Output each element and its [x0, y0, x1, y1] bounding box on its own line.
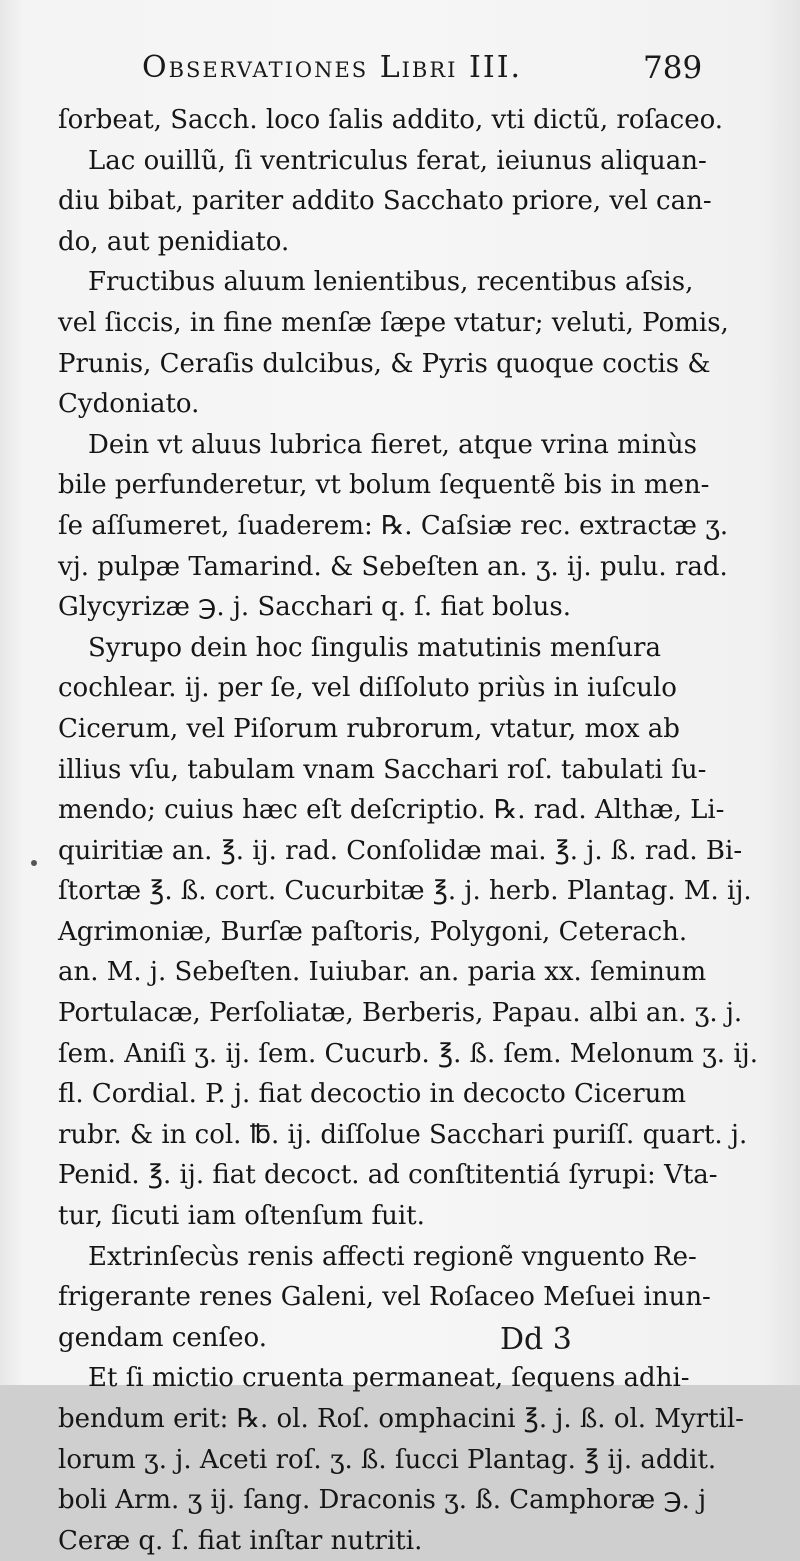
text-line: do, aut penidiato. — [58, 226, 290, 257]
text-line: illius vſu, tabulam vnam Sacchari roſ. tabulati ſu- — [58, 754, 707, 785]
text-line: vel ſiccis, in fine menſæ ſæpe vtatur; veluti, Pomis, — [58, 307, 729, 338]
text-line: Ceræ q. ſ. fiat inſtar nutriti. — [58, 1525, 423, 1556]
text-line: diu bibat, pariter addito Sacchato priore, vel can- — [58, 186, 712, 217]
text-line: ſtortæ ℥. ß. cort. Cucurbitæ ℥. j. herb. Plantag. M. ij. — [58, 876, 752, 907]
text-line: Portulacæ, Perſoliatæ, Berberis, Papau. albi an. ʒ. j. — [58, 998, 743, 1029]
text-line: frigerante renes Galeni, vel Roſaceo Meſuei inun- — [58, 1282, 711, 1313]
text-line: ſorbeat, Sacch. loco ſalis addito, vti dictũ, roſaceo. — [58, 105, 724, 135]
text-line: Prunis, Ceraſis dulcibus, & Pyris quoque coctis & — [58, 348, 711, 379]
running-head-title: Observationes Libri III. — [142, 50, 523, 85]
text-line: Cydoniato. — [58, 389, 200, 420]
text-line: gendam cenſeo. — [58, 1322, 268, 1353]
page-footer — [0, 1322, 800, 1372]
signature-mark: Dd 3 — [500, 1322, 572, 1357]
text-line: Syrupo dein hoc ſingulis matutinis menſura — [88, 632, 661, 663]
text-line: an. M. j. Sebeſten. Iuiubar. an. paria xx. ſeminum — [58, 957, 707, 988]
text-line: quiritiæ an. ℥. ij. rad. Conſolidæ mai. ℥. j. ß. rad. Bi- — [58, 835, 743, 866]
page-number: 789 — [643, 50, 703, 86]
text-line: lorum ʒ. j. Aceti roſ. ʒ. ß. ſucci Plantag. ℥ ij. addit. — [58, 1444, 717, 1475]
text-line: Dein vt aluus lubrica fieret, atque vrina minùs — [88, 429, 697, 460]
text-line: rubr. & in col. ℔. ij. diſſolue Sacchari puriſſ. quart. j. — [58, 1119, 748, 1150]
text-line: ſem. Aniſi ʒ. ij. ſem. Cucurb. ℥. ß. ſem. Melonum ʒ. ij. — [58, 1038, 758, 1069]
text-line: Penid. ℥. ij. fiat decoct. ad conſtitentiá ſyrupi: Vta- — [58, 1160, 718, 1191]
text-line: Extrinſecùs renis affecti regionẽ vnguento Re- — [88, 1241, 697, 1272]
text-line: Agrimoniæ, Burſæ paſtoris, Polygoni, Ceterach. — [58, 916, 688, 947]
text-line: ſe aſſumeret, ſuaderem: ℞. Caſsiæ rec. extractæ ʒ. — [58, 510, 729, 541]
text-line: tur, ſicuti iam oſtenſum fuit. — [58, 1201, 425, 1232]
text-line: Et ſi mictio cruenta permaneat, ſequens adhi- — [88, 1363, 690, 1394]
text-line: vj. pulpæ Tamarind. & Sebeſten an. ʒ. ij. pulu. rad. — [58, 551, 728, 582]
text-line: mendo; cuius hæc eſt deſcriptio. ℞. rad. Althæ, Li- — [58, 795, 725, 826]
text-line: fl. Cordial. P. j. fiat decoctio in decocto Cicerum — [58, 1079, 687, 1110]
text-line: bile perfunderetur, vt bolum ſequentẽ bis in men- — [58, 470, 710, 501]
text-line: cochlear. ij. per ſe, vel diſſoluto priùs in iuſculo — [58, 673, 677, 704]
running-head — [0, 50, 800, 98]
text-line: Cicerum, vel Piſorum rubrorum, vtatur, mox ab — [58, 713, 680, 744]
text-line: Glycyrizæ ℈. j. Sacchari q. ſ. fiat bolus. — [58, 592, 571, 623]
text-line: boli Arm. ʒ ij. ſang. Draconis ʒ. ß. Camphoræ ℈. j — [58, 1485, 707, 1516]
text-line: bendum erit: ℞. ol. Roſ. omphacini ℥. j. ß. ol. Myrtil- — [58, 1404, 744, 1434]
text-line: Lac ouillũ, ſi ventriculus ferat, ieiunus aliquan- — [88, 145, 707, 176]
margin-dot — [31, 860, 37, 866]
text-line: Fructibus aluum lenientibus, recentibus aſsis, — [88, 267, 694, 298]
